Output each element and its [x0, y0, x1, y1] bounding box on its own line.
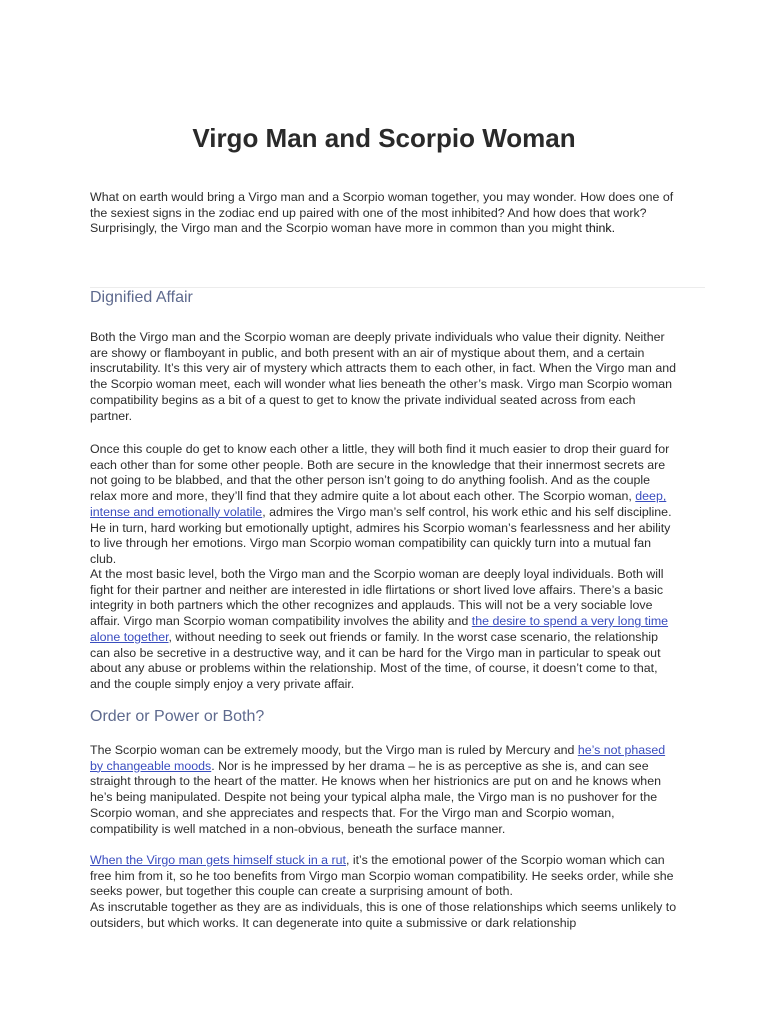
section2-paragraph-2-text-b: , it’s the emotional power of the Scorpio woman which can free him from it, so he too benefits from Virgo man Scorpio woman compatibility. He seeks order, while she seeks power, but together this couple can create a surprising amount of both. — [90, 853, 674, 899]
section-divider — [90, 287, 705, 288]
section2-paragraph-2 — [90, 853, 680, 900]
section1-paragraph-2-text-b: , admires the Virgo man’s self control, his work ethic and his self discipline. He in turn, hard working but emotionally uptight, admires his Scorpio woman’s fearlessness and her ability to live through her emotions. Virgo man Scorpio woman compatibility can quickly turn into a mutual fan club. — [90, 504, 672, 566]
link-deep-intense-volatile[interactable]: deep, intense and emotionally volatile — [90, 489, 667, 519]
section1-paragraph-3-text-a: At the most basic level, both the Virgo man and the Scorpio woman are deeply loyal individuals. Both will fight for their partner and neither are interested in idle flirtations or short lived love affairs. There’s a basic integrity in both partners which the other recognizes and applauds. This will not be a very sociable love affair. Virgo man Scorpio woman compatibility involves the ability and — [90, 567, 664, 629]
page-title: Virgo Man and Scorpio Woman — [192, 123, 576, 153]
section2-paragraph-1-text-b: . Nor is he impressed by her drama – he is as perceptive as she is, and can see straight through to the heart of the matter. He knows when her histrionics are put on and he knows when he’s being manipulated. Despite not being your typical alpha male, the Virgo man is no pushover for the Scorpio woman, and she appreciates and respects that. For the Virgo man and Scorpio woman, compatibility is well matched in a non-obvious, beneath the surface manner. — [90, 758, 661, 836]
section1-paragraph-1: Both the Virgo man and the Scorpio woman are deeply private individuals who value their dignity. Neither are showy or flamboyant in public, and both present with an air of mystique about them, and a certain inscrutability. It’s this very air of mystery which attracts them to each other, in fact. When the Virgo man and the Scorpio woman meet, each will wonder what lies beneath the other’s mask. Virgo man Scorpio woman compatibility begins as a bit of a quest to get to know the private individual seated across from each partner. — [90, 330, 677, 423]
intro-paragraph — [90, 190, 680, 237]
section-heading-order-or-power: Order or Power or Both? — [90, 708, 265, 725]
section2-paragraph-1 — [90, 743, 680, 837]
section1-paragraph-3 — [90, 567, 680, 693]
section2-paragraph-3: As inscrutable together as they are as individuals, this is one of those relationships which seems unlikely to outsiders, but which works. It can degenerate into quite a submissive or dark relationship — [90, 900, 677, 930]
intro-text: What on earth would bring a Virgo man and a Scorpio woman together, you may wonder. How does one of the sexiest signs in the zodiac end up paired with one of the most inhibited? And how does that work? Surprisingly, the Virgo man and the Scorpio woman have more in common than you might — [90, 190, 674, 236]
intro-end-word: think. — [585, 221, 616, 236]
link-desire-alone-together[interactable]: the desire to spend a very long time alone together — [90, 614, 669, 644]
section1-paragraph-2 — [90, 442, 680, 568]
section2-paragraph-1-text-a: The Scorpio woman can be extremely moody, but the Virgo man is ruled by Mercury and — [90, 743, 578, 757]
section-heading-dignified-affair: Dignified Affair — [90, 289, 193, 306]
link-virgo-stuck-in-rut[interactable]: When the Virgo man gets himself stuck in a rut — [90, 853, 346, 867]
section1-paragraph-3-text-b: , without needing to seek out friends or family. In the worst case scenario, the relationship can also be secretive in a destructive way, and it can be hard for the Virgo man in particular to speak out about any abuse or problems within the relationship. Most of the time, of course, it doesn’t come to that, and the couple simply enjoy a very private affair. — [90, 629, 661, 691]
link-not-phased-by-moods[interactable]: he’s not phased by changeable moods — [90, 743, 666, 773]
section1-paragraph-2-text-a: Once this couple do get to know each other a little, they will both find it much easier to drop their guard for each other than for some other people. Both are secure in the knowledge that their innermost secrets are not going to be blabbed, and that the other person isn’t going to do anything foolish. And as the couple relax more and more, they’ll find that they admire quite a lot about each other. The Scorpio woman, — [90, 442, 670, 504]
